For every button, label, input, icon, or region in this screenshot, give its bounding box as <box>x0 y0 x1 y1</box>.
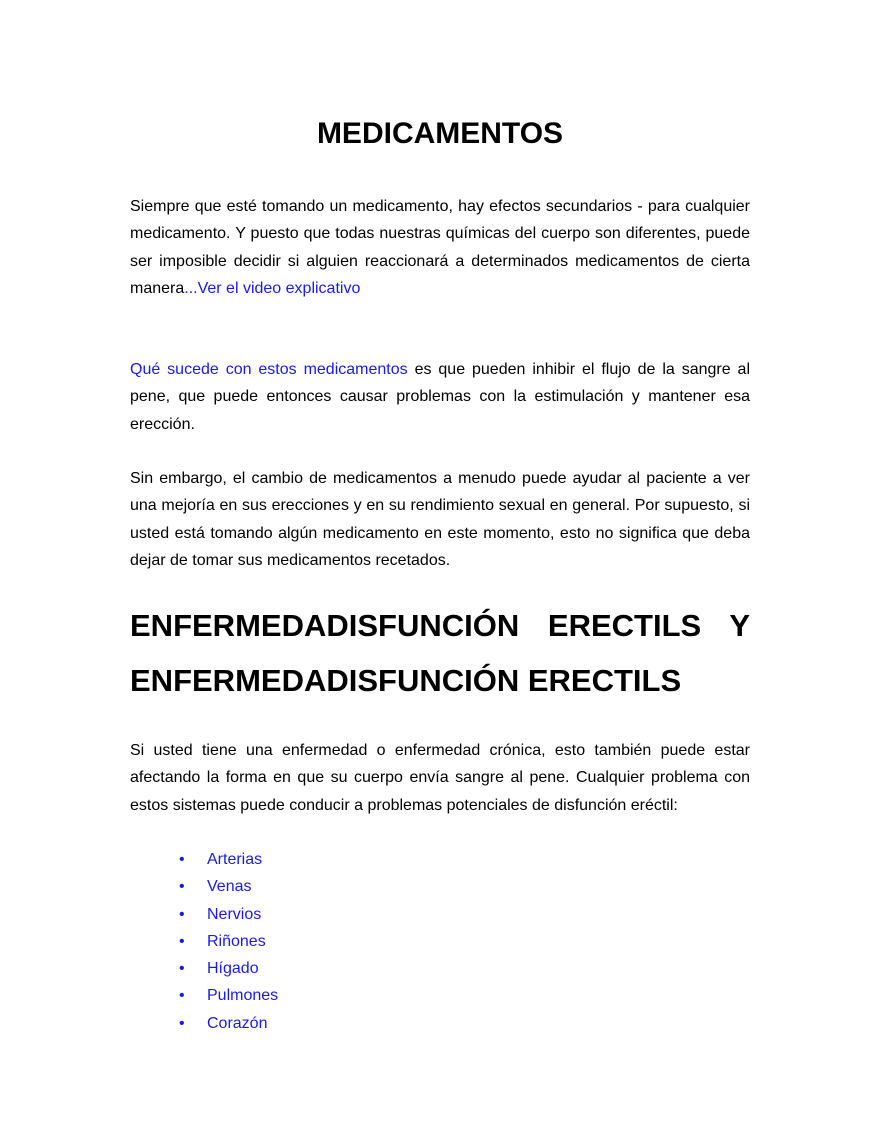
list-item <box>176 928 278 955</box>
paragraph-medications <box>130 356 750 438</box>
medications-link[interactable]: Qué sucede con estos medicamentos <box>130 361 408 378</box>
list-item-link-nervios[interactable]: Nervios <box>207 905 262 923</box>
list-item-link-arterias[interactable]: Arterias <box>207 851 263 868</box>
list-item-link-rinones[interactable]: Riñones <box>207 932 266 950</box>
list-item <box>176 955 278 982</box>
list-item <box>176 1010 278 1037</box>
list-item <box>176 901 278 928</box>
video-link[interactable]: ...Ver el video explicativo <box>184 279 361 297</box>
bullet-icon: • <box>179 1014 185 1032</box>
page-title: MEDICAMENTOS <box>316 117 564 150</box>
paragraph-change-medications: Sin embargo, el cambio de medicamentos a menudo puede ayudar al paciente a ver una mejoría en sus erecciones y en su rendimiento sexual en general. Por supuesto, si usted está tomando algún medicamento en este momento, esto no significa que deba dejar de tomar sus medicamentos recetados. <box>130 470 750 569</box>
paragraph-chronic-disease: Si usted tiene una enfermedad o enfermedad crónica, esto también puede estar afectando la forma en que su cuerpo envía sangre al pene. Cualquier problema con estos sistemas puede conducir a problemas potenciales de disfunción eréctil: <box>130 742 750 814</box>
bullet-icon: • <box>179 987 185 1005</box>
paragraph-medications-text: es que pueden inhibir el flujo de la sangre al pene, que puede entonces causar problemas con la estimulación y mantener esa erección. <box>130 361 751 433</box>
list-item <box>176 873 278 900</box>
list-item-link-corazon[interactable]: Corazón <box>207 1014 268 1032</box>
bullet-icon: • <box>179 851 185 868</box>
organ-list <box>176 846 278 1037</box>
list-item <box>176 846 278 873</box>
list-item <box>176 982 278 1009</box>
bullet-icon: • <box>179 878 185 896</box>
section-heading <box>130 598 750 708</box>
paragraph-intro-text: Siempre que esté tomando un medicamento, hay efectos secundarios - para cualquier medicamento. Y puesto que todas nuestras químicas del cuerpo son diferentes, puede ser imposible decidir si alguien reaccionará a determinados medicamentos de cierta manera <box>130 198 750 297</box>
bullet-icon: • <box>179 932 185 950</box>
list-item-link-higado[interactable]: Hígado <box>207 960 259 978</box>
paragraph-intro <box>130 193 750 302</box>
bullet-icon: • <box>179 960 185 978</box>
list-item-link-pulmones[interactable]: Pulmones <box>207 987 279 1005</box>
bullet-icon: • <box>179 905 185 923</box>
section-heading-line1: ENFERMEDADISFUNCIÓN ERECTILS Y <box>130 608 750 643</box>
list-item-link-venas[interactable]: Venas <box>207 878 252 896</box>
section-heading-line2: ENFERMEDADISFUNCIÓN ERECTILS <box>130 663 682 698</box>
